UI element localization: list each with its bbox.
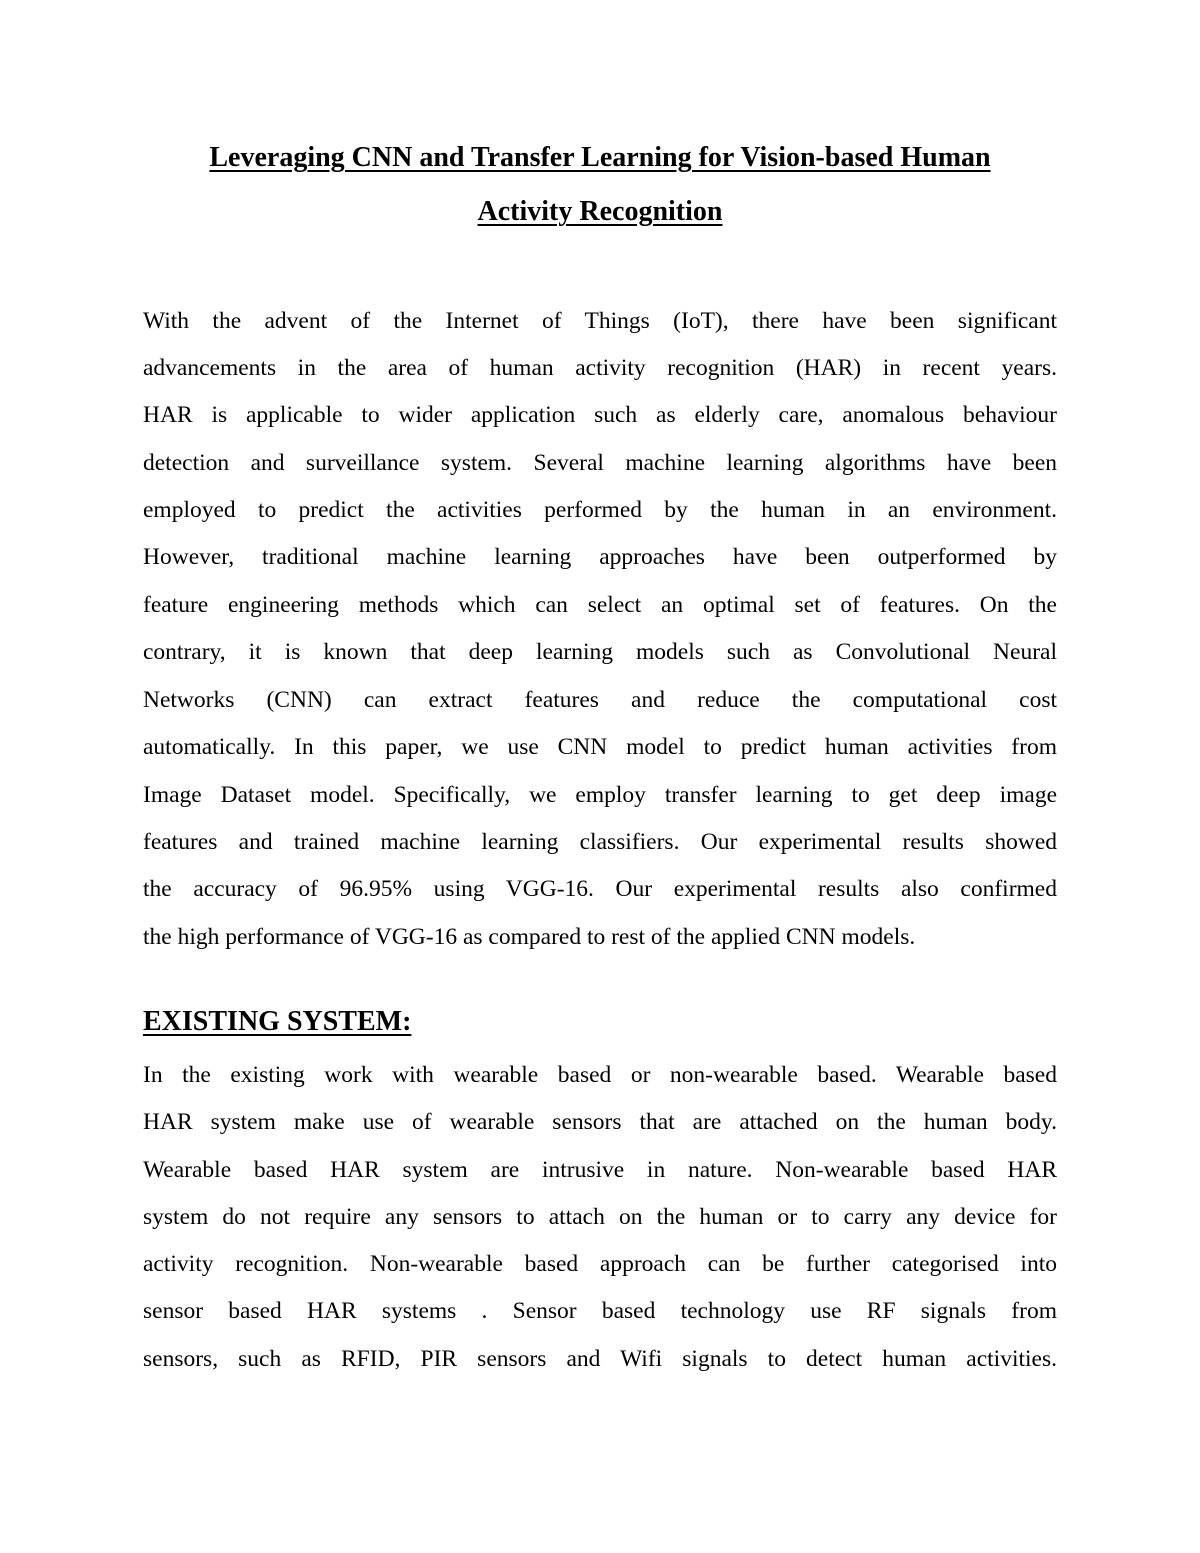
abstract-line: feature engineering methods which can select an optimal set of features. On the [143, 592, 1057, 618]
abstract-line: automatically. In this paper, we use CNN model to predict human activities from [143, 734, 1057, 760]
abstract-line: However, traditional machine learning approaches have been outperformed by [143, 544, 1057, 570]
abstract-line: HAR is applicable to wider application such as elderly care, anomalous behaviour [143, 402, 1057, 428]
abstract-line: Networks (CNN) can extract features and reduce the computational cost [143, 687, 1057, 713]
abstract-line: features and trained machine learning classifiers. Our experimental results showed [143, 829, 1057, 855]
abstract-line: contrary, it is known that deep learning models such as Convolutional Neural [143, 639, 1057, 665]
existing-system-heading: EXISTING SYSTEM: [143, 1006, 412, 1037]
abstract-line: advancements in the area of human activity recognition (HAR) in recent years. [143, 355, 1057, 381]
abstract-line: Image Dataset model. Specifically, we employ transfer learning to get deep image [143, 782, 1057, 808]
abstract-line: detection and surveillance system. Several machine learning algorithms have been [143, 450, 1057, 476]
abstract-line: employed to predict the activities performed by the human in an environment. [143, 497, 1057, 523]
existing-system-line: sensor based HAR systems . Sensor based technology use RF signals from [143, 1298, 1057, 1324]
abstract-line: With the advent of the Internet of Things (IoT), there have been significant [143, 308, 1057, 334]
existing-system-line: sensors, such as RFID, PIR sensors and Wifi signals to detect human activities. [143, 1346, 1057, 1372]
abstract-line: the accuracy of 96.95% using VGG-16. Our experimental results also confirmed [143, 876, 1057, 902]
existing-system-line: In the existing work with wearable based or non-wearable based. Wearable based [143, 1062, 1057, 1088]
document-title-line-1: Leveraging CNN and Transfer Learning for Vision-based Human [209, 142, 991, 173]
existing-system-line: Wearable based HAR system are intrusive in nature. Non-wearable based HAR [143, 1157, 1057, 1183]
existing-system-line: HAR system make use of wearable sensors that are attached on the human body. [143, 1109, 1057, 1135]
existing-system-line: system do not require any sensors to attach on the human or to carry any device for [143, 1204, 1057, 1230]
existing-system-line: activity recognition. Non-wearable based approach can be further categorised into [143, 1251, 1057, 1277]
document-title-line-2: Activity Recognition [477, 196, 723, 227]
abstract-line: the high performance of VGG-16 as compared to rest of the applied CNN models. [143, 924, 916, 950]
